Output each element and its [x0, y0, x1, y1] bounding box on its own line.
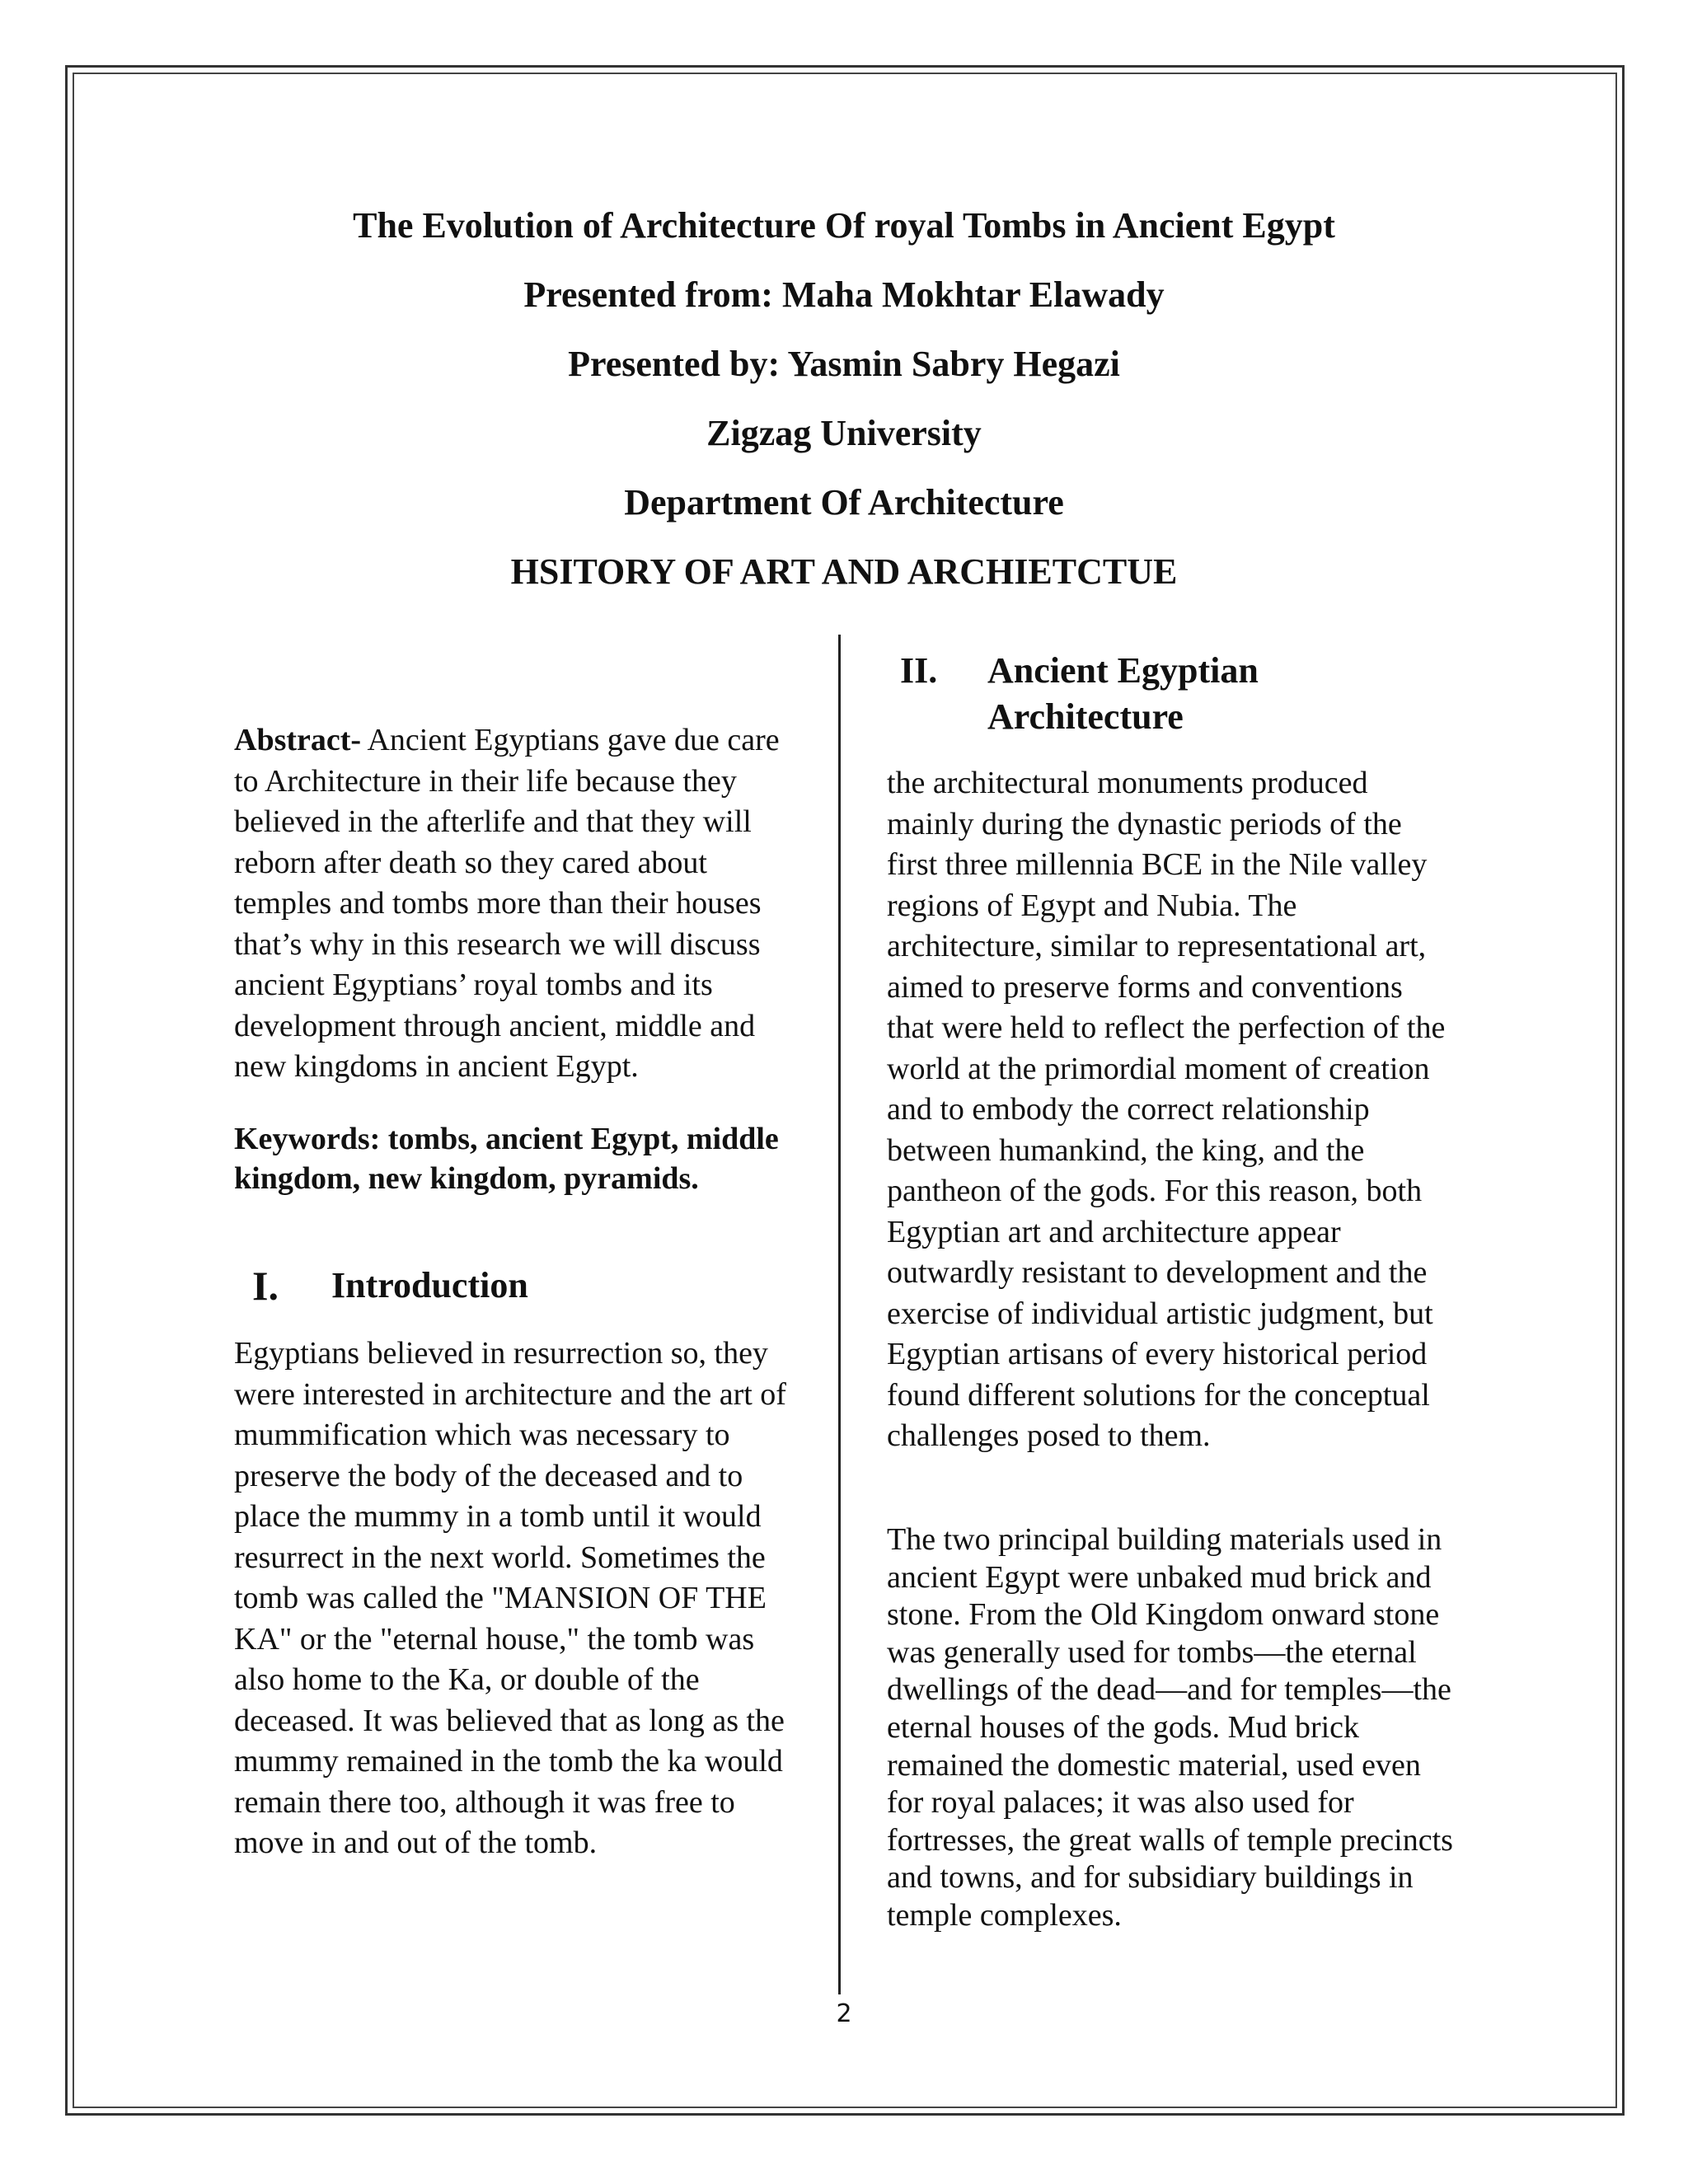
section-2-heading	[900, 648, 1469, 740]
column-divider	[838, 635, 841, 1994]
paper-title: The Evolution of Architecture Of royal Tombs in Ancient Egypt	[353, 205, 1335, 246]
section-1-number: I.	[252, 1263, 279, 1309]
abstract-paragraph	[234, 720, 803, 1088]
presented-by: Presented by: Yasmin Sabry Hegazi	[568, 344, 1120, 384]
section-1-title: Introduction	[331, 1265, 528, 1305]
section-2-number: II.	[900, 650, 938, 691]
keywords: Keywords: tombs, ancient Egypt, middle kingdom, new kingdom, pyramids.	[234, 1122, 779, 1196]
section-1-heading-block	[252, 1263, 821, 1309]
section-1-heading	[252, 1263, 821, 1309]
abstract-label: Abstract-	[234, 723, 362, 757]
keywords-block	[234, 1119, 803, 1198]
section-2-heading-block	[900, 648, 1469, 740]
course-name: HSITORY OF ART AND ARCHIETCTUE	[510, 551, 1178, 592]
section-2-title-line1: Ancient Egyptian	[987, 650, 1259, 691]
section-2-title-line2: Architecture	[987, 696, 1184, 737]
section-1-body: Egyptians believed in resurrection so, they were interested in architecture and the art of mummification which was necessary to preserve the body of the deceased and to place the mummy in a tomb until it would resurrect in the next world. Sometimes the tomb was called the "MANSION OF THE KA" or the "eternal house," the tomb was also home to the Ka, or double of the deceased. It was believed that as long as the mummy remained in the tomb the ka would remain there too, although it was free to move in and out of the tomb.	[234, 1336, 786, 1860]
section-2-title	[987, 648, 1259, 740]
presented-from: Presented from: Maha Mokhtar Elawady	[523, 274, 1165, 315]
university-name: Zigzag University	[706, 413, 982, 453]
department-name: Department Of Architecture	[624, 482, 1064, 523]
section-2-paragraph-2: The two principal building materials used in ancient Egypt were unbaked mud brick and stone. From the Old Kingdom onward stone was generally used for tombs—the eternal dwellings of the dead—and for temples—the eternal houses of the gods. Mud brick remained the domestic material, used even for royal palaces; it was also used for fortresses, the great walls of temple precincts and towns, and for subsidiary buildings in temple complexes.	[887, 1522, 1453, 1933]
section-1-body-block	[234, 1333, 803, 1864]
section-2-paragraph-2-block	[887, 1521, 1456, 1935]
section-2-paragraph-1: the architectural monuments produced mainly during the dynastic periods of the first three millennia BCE in the Nile valley regions of Egypt and Nubia. The architecture, similar to representational art, aimed to preserve forms and conventions that were held to reflect the perfection of the world at the primordial moment of creation and to embody the correct relationship between humankind, the king, and the pantheon of the gods. For this reason, both Egyptian art and architecture appear outwardly resistant to development and the exercise of individual artistic judgment, but Egyptian artisans of every historical period found different solutions for the conceptual challenges posed to them.	[887, 766, 1446, 1453]
page-number: 2	[836, 1999, 852, 2028]
abstract-text: Ancient Egyptians gave due care to Architecture in their life because they believed in the afterlife and that they will reborn after death so they cared about temples and tombs more than their houses that’s why in this research we will discuss ancient Egyptians’ royal tombs and its development through ancient, middle and new kingdoms in ancient Egypt.	[234, 723, 780, 1084]
left-column	[234, 720, 803, 1088]
section-2-paragraph-1-block	[887, 763, 1456, 1457]
